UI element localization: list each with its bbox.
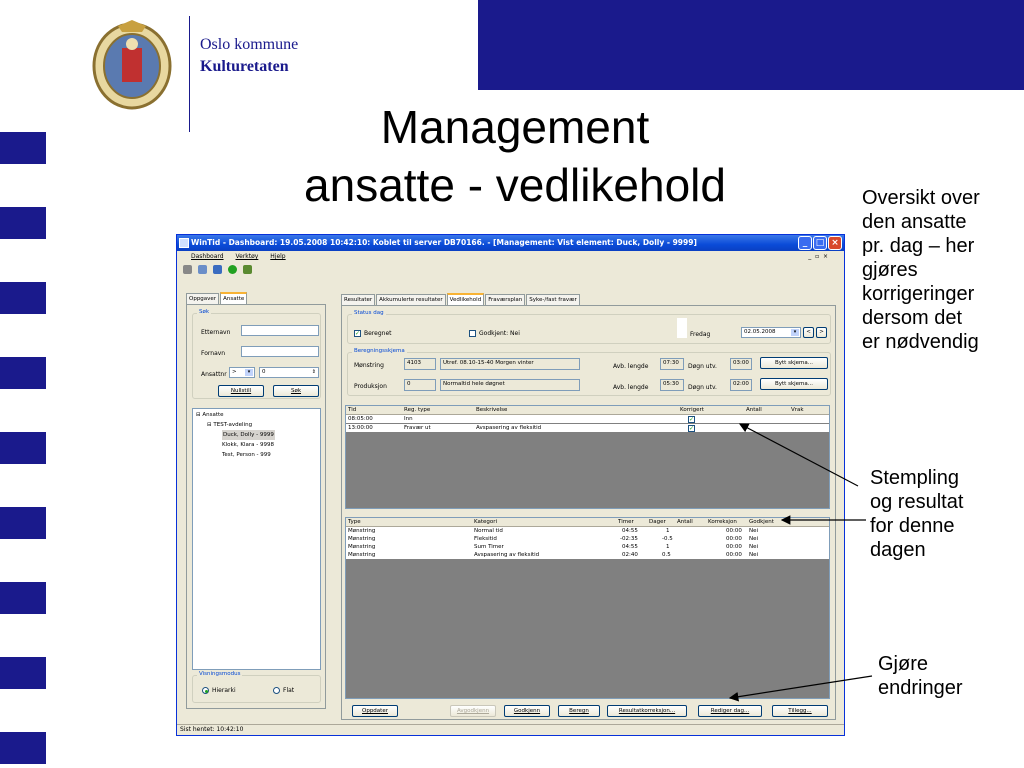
date-picker[interactable]: 02.05.2008 ▾ bbox=[741, 327, 801, 338]
tree-employee-duck[interactable]: Duck, Dolly - 9999 bbox=[223, 432, 274, 438]
note-changes: Gjøre endringer bbox=[878, 653, 963, 699]
search-group-label: Søk bbox=[199, 309, 210, 315]
menu-verktoy[interactable]: Verktøy bbox=[235, 253, 259, 260]
table-row[interactable]: Mønstring Sum Timer 04:55 1 00:00 Nei bbox=[346, 543, 829, 551]
sok-button[interactable]: Søk bbox=[273, 385, 319, 397]
beregn-button[interactable]: Beregn bbox=[558, 705, 600, 717]
view-mode-label: Visningsmodus bbox=[199, 671, 241, 677]
dogn-label: Døgn utv. bbox=[688, 363, 717, 370]
hierarki-label: Hierarki bbox=[212, 687, 236, 694]
org-name: Oslo kommune bbox=[200, 36, 299, 53]
nullstill-button[interactable]: Nullstill bbox=[218, 385, 264, 397]
calc-row2-avb: 05:30 bbox=[660, 379, 684, 391]
arrow-to-stamping bbox=[740, 424, 858, 486]
dogn-label: Døgn utv. bbox=[688, 384, 717, 391]
next-day-button[interactable]: > bbox=[816, 327, 827, 338]
tab-oppgaver[interactable]: Oppgaver bbox=[186, 293, 219, 304]
beregnet-checkbox[interactable]: ✓ bbox=[355, 330, 361, 337]
mdi-controls[interactable]: _ ▫ × bbox=[808, 253, 828, 260]
calc-row1-desc: Utref. 08.10-15-40 Morgen vinter bbox=[440, 358, 580, 370]
beregnet-label: Beregnet bbox=[364, 330, 392, 337]
calc-row2-dogn: 02:00 bbox=[730, 379, 752, 391]
resultatkorreksjon-button[interactable]: Resultatkorreksjon... bbox=[607, 705, 687, 717]
calc-row1-avb: 07:30 bbox=[660, 358, 684, 370]
bytt-skjema-button-1[interactable]: Bytt skjema... bbox=[760, 357, 828, 369]
note-stamping: Stempling og resultat for denne dagen bbox=[870, 467, 964, 561]
status-day-label: Status dag bbox=[354, 310, 384, 316]
tree-root[interactable]: ⊟ Ansatte bbox=[196, 412, 224, 418]
col-kategori[interactable]: Kategori bbox=[474, 519, 498, 525]
godkjent-label: Godkjent: Nei bbox=[479, 330, 520, 337]
fornavn-label: Fornavn bbox=[201, 350, 226, 357]
tab-fravaersplan[interactable]: Fraværsplan bbox=[485, 294, 525, 305]
calc-row1-label: Mønstring bbox=[354, 362, 384, 369]
table-row[interactable]: 08:05:00 Inn ✓ bbox=[346, 415, 829, 423]
note-overview: Oversikt over den ansatte pr. dag – her gjøres korrigeringer dersom det er nødvendig bbox=[862, 187, 980, 353]
spin-icon[interactable]: ⇕ bbox=[311, 369, 316, 375]
oppdater-button[interactable]: Oppdater bbox=[352, 705, 398, 717]
calc-row1-code: 4103 bbox=[404, 358, 436, 370]
col-antall[interactable]: Antall bbox=[677, 519, 693, 525]
tree-employee-klokk[interactable]: Klokk, Klara - 9998 bbox=[222, 442, 274, 448]
table-row[interactable]: Mønstring Fleksitid -02:35 -0.5 00:00 Nei bbox=[346, 535, 829, 543]
col-dager[interactable]: Dager bbox=[649, 519, 666, 525]
col-antall[interactable]: Antall bbox=[746, 407, 762, 413]
ansattnr-stepper[interactable]: 0 ⇕ bbox=[259, 367, 319, 378]
table-row[interactable]: 13:00:00 Fravær ut Avspasering av fleksitid ✓ bbox=[346, 424, 829, 432]
etternavn-label: Etternavn bbox=[201, 329, 231, 336]
godkjenn-button[interactable]: Godkjenn bbox=[504, 705, 550, 717]
calc-row2-label: Produksjon bbox=[354, 383, 387, 390]
menu-dashboard[interactable]: Dashboard bbox=[191, 253, 224, 260]
prev-day-button[interactable]: < bbox=[803, 327, 814, 338]
col-regtype[interactable]: Reg. type bbox=[404, 407, 431, 413]
tree-dept[interactable]: ⊟ TEST-avdeling bbox=[207, 422, 253, 428]
ansattnr-label: Ansattnr bbox=[201, 371, 227, 378]
minimize-icon[interactable]: _ bbox=[798, 236, 812, 250]
operator-select[interactable]: > ▾ bbox=[229, 367, 255, 378]
korrigert-checkbox[interactable]: ✓ bbox=[689, 425, 695, 432]
col-godkjent[interactable]: Godkjent bbox=[749, 519, 774, 525]
tab-vedlikehold[interactable]: Vedlikehold bbox=[447, 293, 485, 305]
arrow-to-buttons bbox=[730, 676, 872, 698]
calc-group-label: Beregningsskjema bbox=[354, 348, 405, 354]
tab-resultater[interactable]: Resultater bbox=[341, 294, 375, 305]
menu-hjelp[interactable]: Hjelp bbox=[270, 253, 286, 260]
tab-ansatte[interactable]: Ansatte bbox=[220, 292, 247, 304]
col-tid[interactable]: Tid bbox=[348, 407, 357, 413]
col-vrak[interactable]: Vrak bbox=[791, 407, 804, 413]
tab-sykefravaer[interactable]: Syke-/fast fravær bbox=[526, 294, 580, 305]
weekday-label: Fredag bbox=[690, 331, 711, 338]
tillegg-button[interactable]: Tillegg... bbox=[772, 705, 828, 717]
table-row[interactable]: Mønstring Normal tid 04:55 1 00:00 Nei bbox=[346, 527, 829, 535]
calc-row2-code: 0 bbox=[404, 379, 436, 391]
org-department: Kulturetaten bbox=[200, 58, 289, 75]
rediger-dag-button[interactable]: Rediger dag... bbox=[698, 705, 762, 717]
col-timer[interactable]: Timer bbox=[618, 519, 634, 525]
flat-label: Flat bbox=[283, 687, 295, 694]
maximize-icon[interactable]: □ bbox=[813, 236, 827, 250]
close-icon[interactable]: × bbox=[828, 236, 842, 250]
status-bar: Sist hentet: 10:42:10 bbox=[177, 724, 844, 735]
chevron-down-icon[interactable]: ▾ bbox=[245, 369, 253, 376]
avb-label: Avb. lengde bbox=[613, 363, 649, 370]
avgodkjenn-button[interactable]: Avgodkjenn bbox=[450, 705, 496, 717]
col-type[interactable]: Type bbox=[348, 519, 361, 525]
bytt-skjema-button-2[interactable]: Bytt skjema... bbox=[760, 378, 828, 390]
avb-label: Avb. lengde bbox=[613, 384, 649, 391]
col-korreksjon[interactable]: Korreksjon bbox=[708, 519, 737, 525]
window-title: WinTid - Dashboard: 19.05.2008 10:42:10: Koblet til server DB70166. - [Management: Vist element: Duck, Dolly - 9999] bbox=[191, 238, 697, 247]
korrigert-checkbox[interactable]: ✓ bbox=[689, 416, 695, 423]
chevron-down-icon[interactable]: ▾ bbox=[791, 329, 799, 336]
tab-akkumulerte[interactable]: Akkumulerte resultater bbox=[376, 294, 446, 305]
calc-row1-dogn: 03:00 bbox=[730, 358, 752, 370]
tree-employee-test[interactable]: Test, Person - 999 bbox=[222, 452, 271, 458]
slide-title: Management ansatte - vedlikehold bbox=[304, 101, 726, 211]
col-beskrivelse[interactable]: Beskrivelse bbox=[476, 407, 508, 413]
table-row[interactable]: Mønstring Avspasering av fleksitid 02:40 0.5 00:00 Nei bbox=[346, 551, 829, 559]
calc-row2-desc: Normaltid hele døgnet bbox=[440, 379, 580, 391]
col-korrigert[interactable]: Korrigert bbox=[680, 407, 704, 413]
